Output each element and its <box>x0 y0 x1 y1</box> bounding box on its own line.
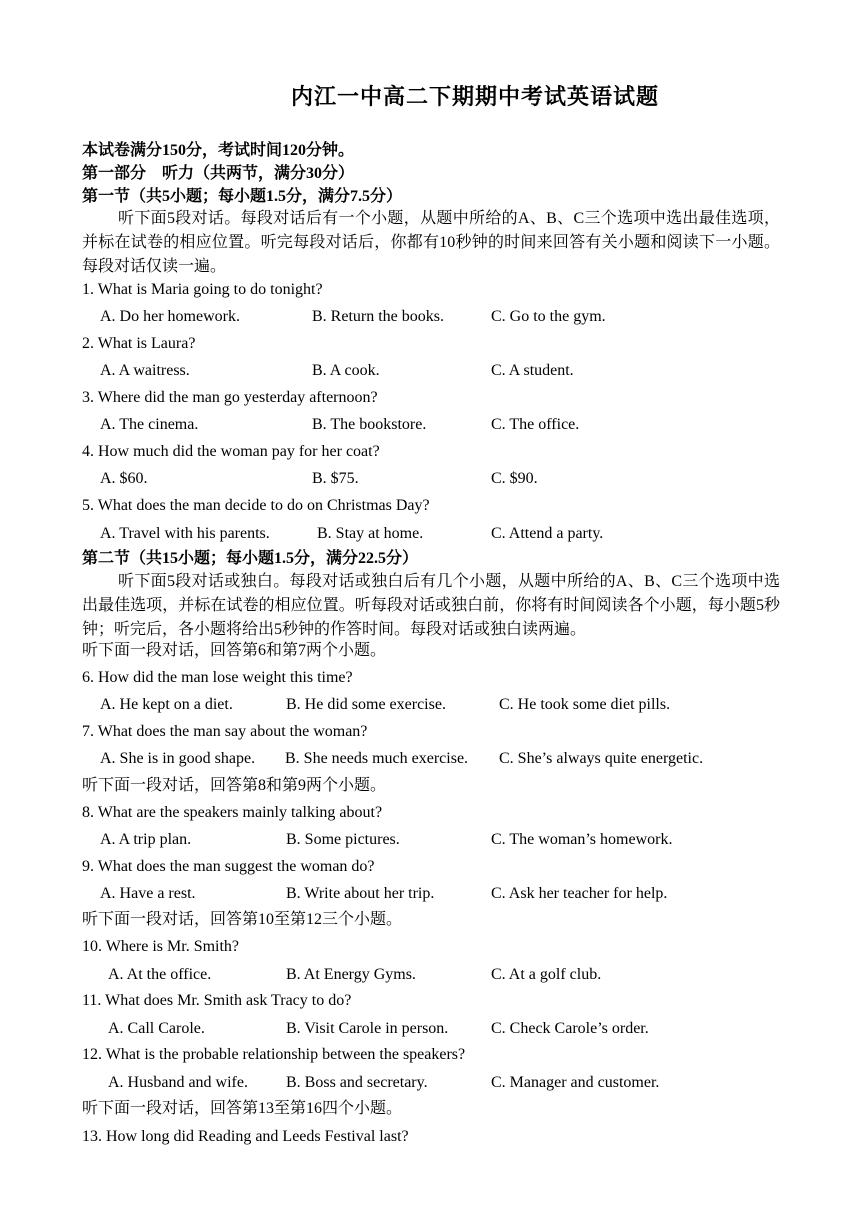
section2-instructions: 听下面5段对话或独白。每段对话或独白后有几个小题，从题中所给的A、B、C三个选项中选出最佳选项，并标在试卷的相应位置。听每段对话或独白前，你将有时间阅读各个小题，每小题5秒钟；听完后，各小题将给出5秒钟的作答时间。每段对话或独白读两遍。 <box>82 573 780 638</box>
question-4: 4. How much did the woman pay for her coat? <box>82 443 380 460</box>
q12-option-c: C. Manager and customer. <box>491 1074 660 1091</box>
q11-option-b: B. Visit Carole in person. <box>286 1020 449 1037</box>
question-7: 7. What does the man say about the woman? <box>82 723 368 740</box>
question-11: 11. What does Mr. Smith ask Tracy to do? <box>82 992 352 1009</box>
section2-heading: 第二节（共15小题；每小题1.5分，满分22.5分） <box>82 550 419 567</box>
direction-q10-12: 听下面一段对话，回答第10至第12三个小题。 <box>82 911 403 928</box>
q12-option-a: A. Husband and wife. <box>108 1074 248 1091</box>
section1-instructions: 听下面5段对话。每段对话后有一个小题，从题中所给的A、B、C三个选项中选出最佳选项，并标在试卷的相应位置。听完每段对话后，你都有10秒钟的时间来回答有关小题和阅读下一小题。每段对话仅读一遍。 <box>82 210 780 275</box>
q4-option-a: A. $60. <box>100 470 148 487</box>
q11-option-c: C. Check Carole’s order. <box>491 1020 649 1037</box>
q8-option-c: C. The woman’s homework. <box>491 831 673 848</box>
q6-option-b: B. He did some exercise. <box>286 696 446 713</box>
q3-option-c: C. The office. <box>491 416 580 433</box>
part1-heading: 第一部分 听力（共两节，满分30分） <box>82 165 355 182</box>
question-5: 5. What does the man decide to do on Christmas Day? <box>82 497 430 514</box>
q3-option-b: B. The bookstore. <box>312 416 427 433</box>
direction-q13-16: 听下面一段对话，回答第13至第16四个小题。 <box>82 1100 403 1117</box>
q3-option-a: A. The cinema. <box>100 416 199 433</box>
q8-option-b: B. Some pictures. <box>286 831 400 848</box>
direction-q8-9: 听下面一段对话，回答第8和第9两个小题。 <box>82 777 387 794</box>
q11-option-a: A. Call Carole. <box>108 1020 205 1037</box>
q5-option-b: B. Stay at home. <box>317 525 424 542</box>
q8-option-a: A. A trip plan. <box>100 831 192 848</box>
q12-option-b: B. Boss and secretary. <box>286 1074 428 1091</box>
question-10: 10. Where is Mr. Smith? <box>82 938 240 955</box>
question-3: 3. Where did the man go yesterday afternoon? <box>82 389 378 406</box>
q4-option-c: C. $90. <box>491 470 538 487</box>
q10-option-a: A. At the office. <box>108 966 212 983</box>
q5-option-c: C. Attend a party. <box>491 525 604 542</box>
q2-option-a: A. A waitress. <box>100 362 190 379</box>
q6-option-c: C. He took some diet pills. <box>499 696 671 713</box>
q7-option-c: C. She’s always quite energetic. <box>499 750 704 767</box>
page-title: 内江一中高二下期期中考试英语试题 <box>290 85 659 110</box>
direction-q6-7: 听下面一段对话，回答第6和第7两个小题。 <box>82 642 387 659</box>
q2-option-c: C. A student. <box>491 362 574 379</box>
q4-option-b: B. $75. <box>312 470 359 487</box>
section1-heading: 第一节（共5小题；每小题1.5分，满分7.5分） <box>82 188 403 205</box>
q7-option-b: B. She needs much exercise. <box>285 750 469 767</box>
question-9: 9. What does the man suggest the woman do? <box>82 858 375 875</box>
q1-option-c: C. Go to the gym. <box>491 308 606 325</box>
question-12: 12. What is the probable relationship between the speakers? <box>82 1046 466 1063</box>
question-8: 8. What are the speakers mainly talking about? <box>82 804 383 821</box>
q5-option-a: A. Travel with his parents. <box>100 525 270 542</box>
question-6: 6. How did the man lose weight this time? <box>82 669 353 686</box>
q10-option-b: B. At Energy Gyms. <box>286 966 416 983</box>
q7-option-a: A. She is in good shape. <box>100 750 256 767</box>
q2-option-b: B. A cook. <box>312 362 380 379</box>
q9-option-a: A. Have a rest. <box>100 885 196 902</box>
q1-option-b: B. Return the books. <box>312 308 444 325</box>
exam-intro: 本试卷满分150分，考试时间120分钟。 <box>82 142 355 159</box>
q9-option-b: B. Write about her trip. <box>286 885 435 902</box>
q10-option-c: C. At a golf club. <box>491 966 602 983</box>
question-13: 13. How long did Reading and Leeds Festival last? <box>82 1128 409 1145</box>
q9-option-c: C. Ask her teacher for help. <box>491 885 668 902</box>
q1-option-a: A. Do her homework. <box>100 308 240 325</box>
q6-option-a: A. He kept on a diet. <box>100 696 233 713</box>
question-1: 1. What is Maria going to do tonight? <box>82 281 323 298</box>
question-2: 2. What is Laura? <box>82 335 196 352</box>
